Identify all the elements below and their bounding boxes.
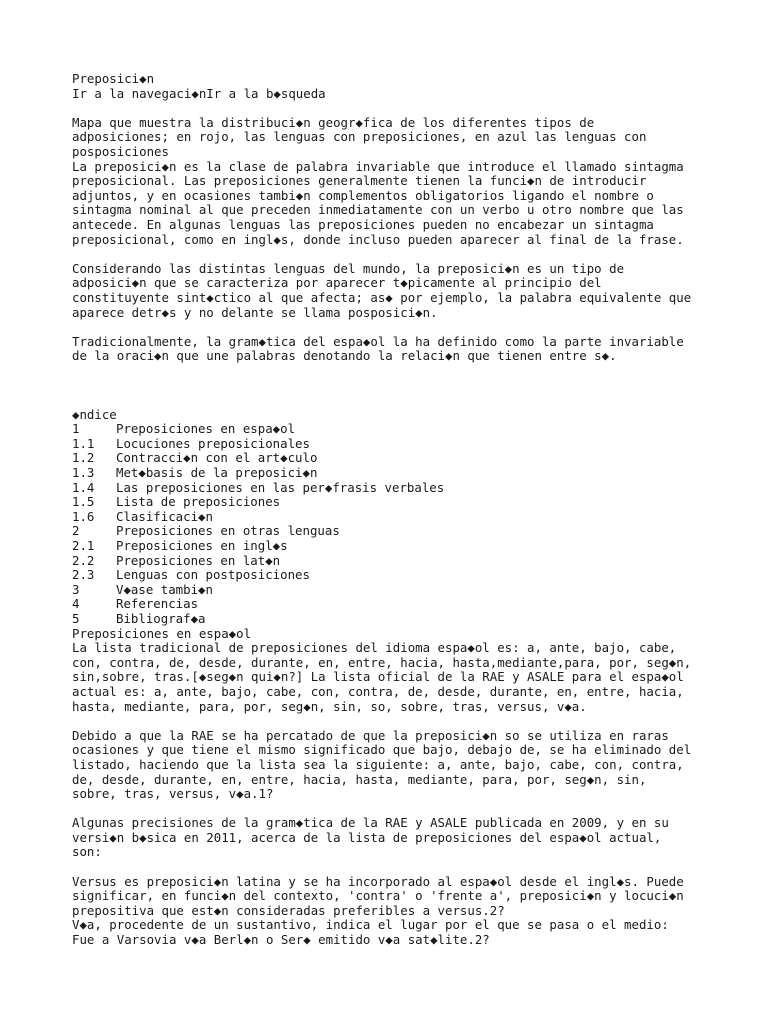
toc-item[interactable] [72, 597, 712, 612]
text-line: listado, haciendo que la lista sea la siguiente: a, ante, bajo, cabe, con, contra, [72, 756, 684, 772]
text-line: Mapa que muestra la distribuci◆n geogr◆fica de los diferentes tipos de [72, 114, 595, 130]
nav-links[interactable]: Ir a la navegaci◆nIr a la b◆squeda [72, 85, 326, 101]
toc-number: 5 [72, 610, 80, 626]
section-heading: Preposiciones en espa◆ol [72, 625, 252, 641]
toc-item[interactable] [72, 495, 712, 510]
text-line: de la oraci◆n que une palabras denotando la relaci◆n que tienen entre s◆. [72, 348, 617, 364]
toc-number: 1.3 [72, 465, 95, 481]
text-line: Debido a que la RAE se ha percatado de que la preposici◆n so se utiliza en raras [72, 727, 669, 743]
document-page [72, 72, 712, 948]
text-line: Considerando las distintas lenguas del mundo, la preposici◆n es un tipo de [72, 260, 625, 276]
text-line: adjuntos, y en ocasiones tambi◆n complementos obligatorios ligando el nombre o [72, 187, 654, 203]
text-line: prepositiva que est◆n consideradas preferibles a versus.2? [72, 902, 505, 918]
toc-label: Preposiciones en otras lenguas [116, 523, 340, 539]
toc-label: Preposiciones en espa◆ol [116, 421, 296, 437]
text-line: sobre, tras, versus, v◆a.1? [72, 786, 274, 802]
paragraph-traditional [72, 335, 712, 364]
toc-label: Lenguas con postposiciones [116, 567, 310, 583]
spacer [72, 364, 712, 379]
toc-label: Clasificaci◆n [116, 508, 213, 524]
toc-item[interactable] [72, 612, 712, 627]
text-line: Versus es preposici◆n latina y se ha incorporado al espa◆ol desde el ingl◆s. Puede [72, 873, 684, 889]
spacer [72, 714, 712, 729]
text-line: Algunas precisiones de la gram◆tica de la RAE y ASALE publicada en 2009, y en su [72, 815, 669, 831]
text-line: adposiciones; en rojo, las lenguas con preposiciones, en azul las lenguas con [72, 129, 647, 145]
text-line: hasta, mediante, para, por, seg◆n, sin, so, sobre, tras, versus, v◆a. [72, 698, 587, 714]
text-line: de, desde, durante, en, entre, hacia, hasta, mediante, para, por, seg◆n, sin, [72, 771, 647, 787]
toc-item[interactable] [72, 481, 712, 496]
text-line: La preposici◆n es la clase de palabra invariable que introduce el llamado sintagma [72, 158, 684, 174]
text-line: constituyente sint◆ctico al que afecta; as◆ por ejemplo, la palabra equivalente que [72, 289, 692, 305]
text-line: significar, en funci◆n del contexto, 'contra' o 'frente a', preposici◆n y locuci◆n [72, 888, 684, 904]
toc-label: Locuciones preposicionales [116, 435, 310, 451]
text-line: aparece detr◆s y no delante se llama posposici◆n. [72, 304, 438, 320]
text-line: sintagma nominal al que preceden inmediatamente con un verbo u otro nombre que las [72, 202, 684, 218]
toc-number: 2.2 [72, 552, 95, 568]
toc-label: Preposiciones en lat◆n [116, 552, 281, 568]
text-line: La lista tradicional de preposiciones del idioma espa◆ol es: a, ante, bajo, cabe, [72, 640, 677, 656]
toc-number: 2.3 [72, 567, 95, 583]
toc-number: 1.1 [72, 435, 95, 451]
toc-number: 3 [72, 581, 80, 597]
toc-item[interactable] [72, 554, 712, 569]
toc-label: Lista de preposiciones [116, 494, 281, 510]
toc-number: 1.2 [72, 450, 95, 466]
toc-number: 2 [72, 523, 80, 539]
text-line: preposicional, como en ingl◆s, donde incluso pueden aparecer al final de la frase. [72, 231, 684, 247]
toc-item[interactable] [72, 583, 712, 598]
toc-label: Contracci◆n con el art◆culo [116, 450, 318, 466]
toc-label: Referencias [116, 596, 199, 612]
text-line: ocasiones y que tiene el mismo significado que bajo, debajo de, se ha eliminado del [72, 742, 692, 758]
toc-label: Las preposiciones en las per◆frasis verbales [116, 479, 445, 495]
page-title: Preposici◆n [72, 71, 155, 86]
text-line: con, contra, de, desde, durante, en, entre, hacia, hasta,mediante,para, por, seg◆n, [72, 654, 692, 670]
section-spanish-prepositions [72, 627, 712, 948]
toc-heading: ◆ndice [72, 406, 117, 422]
paragraph-adposition [72, 262, 712, 320]
toc-item[interactable] [72, 510, 712, 525]
toc-label: Met◆basis de la preposici◆n [116, 465, 318, 481]
toc-label: V◆ase tambi◆n [116, 581, 213, 597]
toc-item[interactable] [72, 568, 712, 583]
toc-item[interactable] [72, 437, 712, 452]
toc-number: 1.5 [72, 494, 95, 510]
toc-number: 1 [72, 421, 80, 437]
text-line: V◆a, procedente de un sustantivo, indica el lugar por el que se pasa o el medio: [72, 917, 669, 933]
toc-item[interactable] [72, 539, 712, 554]
spacer [72, 320, 712, 335]
spacer [72, 802, 712, 817]
spacer [72, 378, 712, 393]
toc-item[interactable] [72, 451, 712, 466]
toc-number: 1.6 [72, 508, 95, 524]
text-line: posposiciones [72, 143, 169, 159]
spacer [72, 860, 712, 875]
table-of-contents [72, 408, 712, 627]
spacer [72, 393, 712, 408]
text-line: adposici◆n que se caracteriza por aparecer t◆picamente al principio del [72, 275, 602, 291]
spacer [72, 101, 712, 116]
toc-number: 4 [72, 596, 80, 612]
text-line: actual es: a, ante, bajo, cabe, con, contra, de, desde, durante, en, entre, hacia, [72, 683, 684, 699]
toc-item[interactable] [72, 422, 712, 437]
spacer [72, 247, 712, 262]
text-line: Tradicionalmente, la gram◆tica del espa◆ol la ha definido como la parte invariable [72, 333, 684, 349]
text-line: preposicional. Las preposiciones generalmente tienen la funci◆n de introducir [72, 173, 647, 189]
toc-label: Preposiciones en ingl◆s [116, 538, 288, 553]
toc-label: Bibliograf◆a [116, 610, 206, 626]
intro-paragraph [72, 116, 712, 247]
text-line: sin,sobre, tras.[◆seg◆n qui◆n?] La lista oficial de la RAE y ASALE para el espa◆ol [72, 669, 684, 685]
toc-item[interactable] [72, 524, 712, 539]
text-line: son: [72, 844, 102, 860]
toc-number: 1.4 [72, 479, 95, 495]
text-line: Fue a Varsovia v◆a Berl◆n o Ser◆ emitido v◆a sat◆lite.2? [72, 932, 490, 948]
text-line: versi◆n b◆sica en 2011, acerca de la lista de preposiciones del espa◆ol actual, [72, 829, 662, 845]
text-line: antecede. En algunas lenguas las preposiciones pueden no encabezar un sintagma [72, 216, 654, 232]
toc-item[interactable] [72, 466, 712, 481]
toc-number: 2.1 [72, 538, 95, 553]
